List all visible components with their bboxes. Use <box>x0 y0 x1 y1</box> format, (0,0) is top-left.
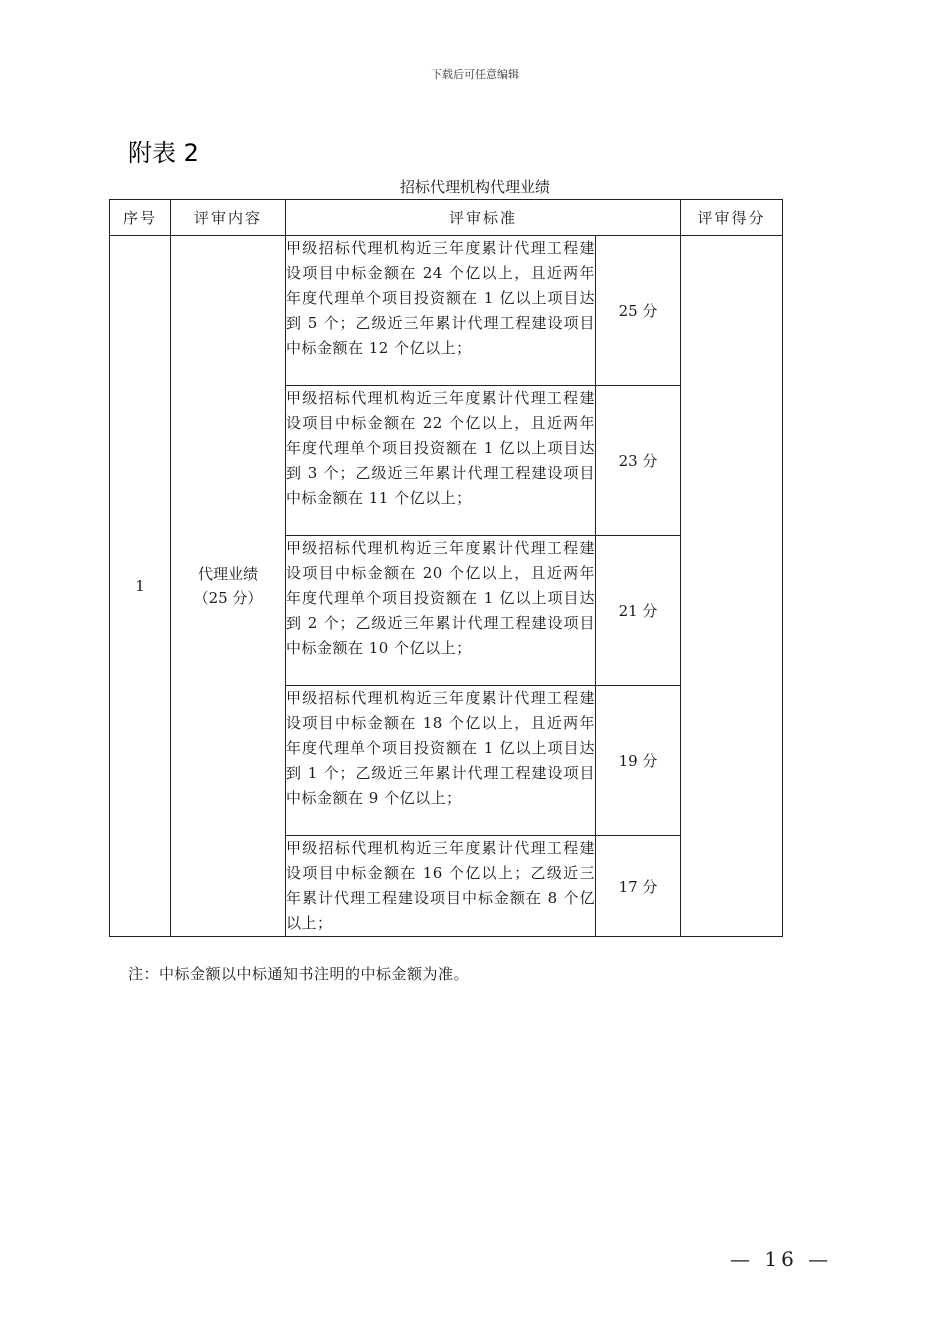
review-content-label: 代理业绩 <box>197 565 258 583</box>
table-caption: 招标代理机构代理业绩 <box>399 178 550 196</box>
criterion-points: 25 分 <box>596 236 681 386</box>
header-index: 序号 <box>110 200 171 236</box>
header-note: 下载后可任意编辑 <box>431 68 519 81</box>
criterion-text: 甲级招标代理机构近三年度累计代理工程建设项目中标金额在 16 个亿以上；乙级近三年累计代理工程建设项目中标金额在 8 个亿以上； <box>286 836 596 937</box>
header-content: 评审内容 <box>171 200 286 236</box>
scoring-table <box>109 199 783 937</box>
criterion-points: 23 分 <box>596 386 681 536</box>
criterion-points: 21 分 <box>596 536 681 686</box>
criterion-text: 甲级招标代理机构近三年度累计代理工程建设项目中标金额在 24 个亿以上，且近两年年度代理单个项目投资额在 1 亿以上项目达到 5 个；乙级近三年累计代理工程建设项目中标金额在 12 个亿以上； <box>286 236 596 386</box>
criterion-text: 甲级招标代理机构近三年度累计代理工程建设项目中标金额在 22 个亿以上，且近两年年度代理单个项目投资额在 1 亿以上项目达到 3 个；乙级近三年累计代理工程建设项目中标金额在 11 个亿以上； <box>286 386 596 536</box>
criterion-text: 甲级招标代理机构近三年度累计代理工程建设项目中标金额在 20 个亿以上，且近两年年度代理单个项目投资额在 1 亿以上项目达到 2 个；乙级近三年累计代理工程建设项目中标金额在 10 个亿以上； <box>286 536 596 686</box>
criterion-text: 甲级招标代理机构近三年度累计代理工程建设项目中标金额在 18 个亿以上，且近两年年度代理单个项目投资额在 1 亿以上项目达到 1 个；乙级近三年累计代理工程建设项目中标金额在 9 个亿以上； <box>286 686 596 836</box>
criterion-points: 19 分 <box>596 686 681 836</box>
row-index: 1 <box>110 236 171 937</box>
review-content-points: （25 分） <box>193 589 263 607</box>
table-row <box>110 236 783 386</box>
header-score: 评审得分 <box>681 200 783 236</box>
appendix-title: 附表 2 <box>128 139 199 167</box>
header-criteria: 评审标准 <box>286 200 681 236</box>
criterion-points: 17 分 <box>596 836 681 937</box>
page-number: — 16 — <box>730 1247 833 1271</box>
review-content <box>171 236 286 937</box>
score-cell <box>681 236 783 937</box>
table-header-row <box>110 200 783 236</box>
footnote: 注：中标金额以中标通知书注明的中标金额为准。 <box>128 965 470 983</box>
